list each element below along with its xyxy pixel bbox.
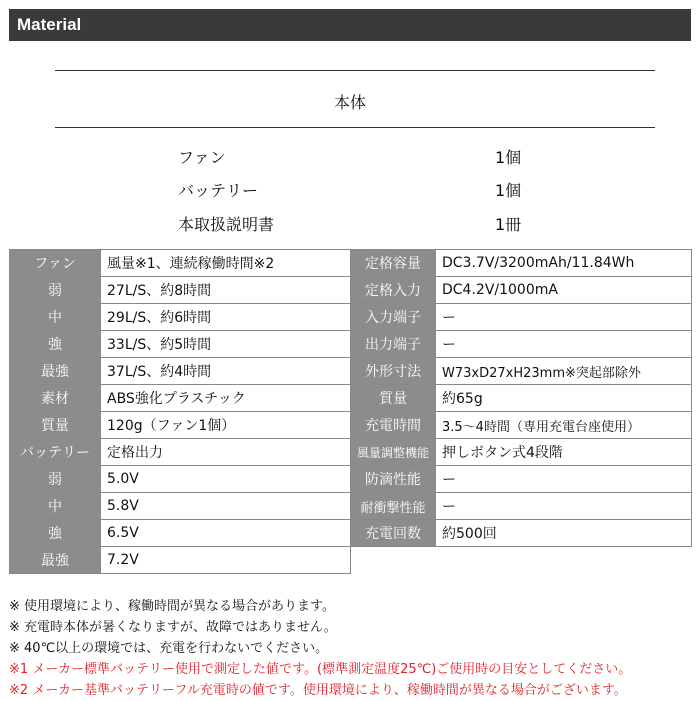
table-row (351, 520, 692, 547)
notes (9, 596, 631, 701)
spec-value: DC4.2V/1000mA (436, 277, 692, 304)
spec-label: 定格容量 (351, 250, 436, 277)
table-row (351, 493, 692, 520)
spec-label: 充電回数 (351, 520, 436, 547)
spec-label: 最強 (10, 547, 101, 574)
spec-value: 29L/S、約6時間 (101, 304, 351, 331)
table-row (351, 412, 692, 439)
spec-value: ABS強化プラスチック (101, 385, 351, 412)
spec-value: 3.5〜4時間（専用充電台座使用） (436, 412, 692, 439)
spec-value: 27L/S、約8時間 (101, 277, 351, 304)
spec-value: 約65g (436, 385, 692, 412)
spec-value: DC3.7V/3200mAh/11.84Wh (436, 250, 692, 277)
spec-value: 押しボタン式4段階 (436, 439, 692, 466)
spec-value: 120g（ファン1個） (101, 412, 351, 439)
spec-value: 37L/S、約4時間 (101, 358, 351, 385)
spec-label: 質量 (351, 385, 436, 412)
spec-label: 防滴性能 (351, 466, 436, 493)
contents-item-qty: 1冊 (495, 215, 522, 234)
note-line: ※ 充電時本体が暑くなりますが、故障ではありません。 (9, 620, 337, 635)
spec-label: 強 (10, 520, 101, 547)
spec-value: ー (436, 331, 692, 358)
spec-value: ー (436, 304, 692, 331)
table-row (351, 250, 692, 277)
contents-item-name: ファン (178, 148, 226, 167)
spec-label: 弱 (10, 277, 101, 304)
note-line: ※1 メーカー標準バッテリー使用で測定した値です。(標準測定温度25℃)ご使用時の目安としてください。 (9, 662, 632, 677)
table-row (10, 493, 351, 520)
table-row (10, 277, 351, 304)
spec-value: 7.2V (101, 547, 351, 574)
spec-label: 定格入力 (351, 277, 436, 304)
spec-label: 入力端子 (351, 304, 436, 331)
spec-label: 中 (10, 493, 101, 520)
battery-spec-table (350, 249, 692, 547)
spec-label: 充電時間 (351, 412, 436, 439)
contents-item-name: バッテリー (178, 181, 259, 200)
contents-title: 本体 (333, 93, 366, 112)
spec-label: 強 (10, 331, 101, 358)
spec-label: 出力端子 (351, 331, 436, 358)
table-row (10, 466, 351, 493)
table-row (351, 277, 692, 304)
spec-label: 耐衝撃性能 (351, 493, 436, 520)
spec-value: 風量※1、連続稼働時間※2 (101, 250, 351, 277)
table-row (351, 331, 692, 358)
spec-value: ー (436, 466, 692, 493)
spec-value: 5.8V (101, 493, 351, 520)
spec-value: W73xD27xH23mm※突起部除外 (436, 358, 692, 385)
spec-label: 素材 (10, 385, 101, 412)
table-row (351, 304, 692, 331)
spec-label: 質量 (10, 412, 101, 439)
top-divider (55, 70, 655, 71)
table-row (10, 331, 351, 358)
note-line: ※ 使用環境により、稼働時間が異なる場合があります。 (9, 599, 335, 614)
table-row (351, 385, 692, 412)
table-row (10, 385, 351, 412)
spec-value: 定格出力 (101, 439, 351, 466)
contents-item-name: 本取扱説明書 (178, 215, 275, 234)
spec-value: 6.5V (101, 520, 351, 547)
spec-label: 中 (10, 304, 101, 331)
section-header (9, 9, 691, 41)
spec-label: 外形寸法 (351, 358, 436, 385)
section-title: Material (17, 15, 82, 34)
fan-spec-table (9, 249, 351, 574)
table-row (10, 304, 351, 331)
note-line: ※ 40℃以上の環境では、充電を行わないでください。 (9, 641, 329, 656)
table-row (351, 466, 692, 493)
table-row (10, 520, 351, 547)
table-row (10, 439, 351, 466)
spec-label: バッテリー (10, 439, 101, 466)
note-line: ※2 メーカー基準バッテリーフル充電時の値です。使用環境により、稼働時間が異なる場合がございます。 (9, 683, 627, 698)
spec-value: 5.0V (101, 466, 351, 493)
spec-label: 風量調整機能 (351, 439, 436, 466)
spec-value: ー (436, 493, 692, 520)
spec-value: 33L/S、約5時間 (101, 331, 351, 358)
table-row (10, 250, 351, 277)
table-row (10, 412, 351, 439)
table-row (351, 358, 692, 385)
table-row (351, 439, 692, 466)
spec-label: 弱 (10, 466, 101, 493)
spec-label: 最強 (10, 358, 101, 385)
spec-label: ファン (10, 250, 101, 277)
table-row (10, 547, 351, 574)
contents-item-qty: 1個 (495, 181, 522, 200)
title-divider (55, 127, 655, 128)
spec-value: 約500回 (436, 520, 692, 547)
table-row (10, 358, 351, 385)
contents-item-qty: 1個 (495, 148, 522, 167)
